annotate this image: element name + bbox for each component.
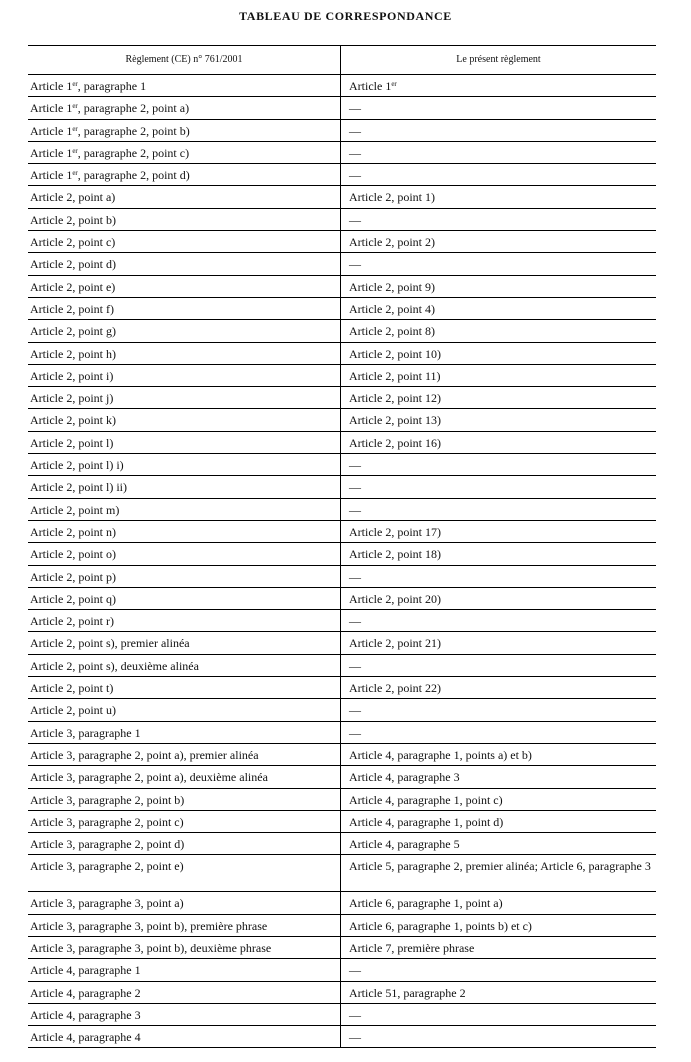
- table-row: [28, 520, 656, 542]
- cell-present-regulation: Article 2, point 16): [349, 435, 441, 450]
- cell-present-regulation: —: [349, 963, 361, 978]
- cell-present-regulation: —: [349, 145, 361, 160]
- cell-present-regulation: Article 4, paragraphe 1, point d): [349, 814, 504, 829]
- table-row: [28, 914, 656, 936]
- cell-present-regulation: Article 1er: [349, 79, 397, 93]
- table-row: [28, 810, 656, 832]
- table-row: [28, 832, 656, 854]
- cell-regulation-2001: Article 2, point b): [28, 209, 341, 230]
- column-header-regulation-2001: Règlement (CE) n° 761/2001: [28, 46, 341, 74]
- table-row: [28, 342, 656, 364]
- cell-present-regulation: Article 4, paragraphe 1, points a) et b): [349, 747, 532, 762]
- table-row: [28, 765, 656, 787]
- cell-present-regulation: Article 5, paragraphe 2, premier alinéa; Article 6, paragraphe 3: [349, 859, 651, 874]
- table-row: [28, 788, 656, 810]
- table-row: [28, 74, 656, 96]
- table-row: [28, 297, 656, 319]
- cell-regulation-2001: Article 2, point m): [28, 499, 341, 520]
- cell-present-regulation: —: [349, 480, 361, 495]
- cell-present-regulation: Article 4, paragraphe 1, point c): [349, 792, 503, 807]
- cell-regulation-2001: Article 4, paragraphe 4: [28, 1026, 341, 1047]
- cell-regulation-2001: Article 1er, paragraphe 2, point d): [28, 164, 341, 185]
- cell-present-regulation: Article 6, paragraphe 1, point a): [349, 896, 503, 911]
- table-row: [28, 891, 656, 913]
- table-row: [28, 230, 656, 252]
- cell-regulation-2001: Article 3, paragraphe 2, point b): [28, 789, 341, 810]
- table-row: [28, 936, 656, 958]
- cell-present-regulation: —: [349, 458, 361, 473]
- cell-regulation-2001: Article 2, point p): [28, 566, 341, 587]
- cell-regulation-2001: Article 2, point s), premier alinéa: [28, 632, 341, 653]
- page-title: TABLEAU DE CORRESPONDANCE: [239, 9, 452, 23]
- table-row: [28, 185, 656, 207]
- cell-present-regulation: Article 6, paragraphe 1, points b) et c): [349, 918, 532, 933]
- cell-present-regulation: Article 2, point 22): [349, 681, 441, 696]
- cell-regulation-2001: Article 2, point n): [28, 521, 341, 542]
- cell-regulation-2001: Article 4, paragraphe 2: [28, 982, 341, 1003]
- cell-regulation-2001: Article 3, paragraphe 2, point a), premier alinéa: [28, 744, 341, 765]
- table-row: [28, 698, 656, 720]
- cell-present-regulation: Article 4, paragraphe 5: [349, 837, 460, 852]
- cell-regulation-2001: Article 2, point l): [28, 432, 341, 453]
- cell-present-regulation: Article 2, point 11): [349, 368, 441, 383]
- table-row: [28, 252, 656, 274]
- correspondence-table: [28, 45, 656, 1048]
- cell-present-regulation: Article 2, point 1): [349, 190, 435, 205]
- cell-present-regulation: —: [349, 123, 361, 138]
- cell-regulation-2001: Article 2, point e): [28, 276, 341, 297]
- cell-present-regulation: —: [349, 658, 361, 673]
- table-row: [28, 654, 656, 676]
- cell-regulation-2001: Article 3, paragraphe 3, point b), première phrase: [28, 915, 341, 936]
- cell-regulation-2001: Article 2, point i): [28, 365, 341, 386]
- table-row: [28, 498, 656, 520]
- table-row: [28, 631, 656, 653]
- cell-regulation-2001: Article 2, point g): [28, 320, 341, 341]
- cell-present-regulation: Article 2, point 10): [349, 346, 441, 361]
- cell-present-regulation: —: [349, 212, 361, 227]
- cell-regulation-2001: Article 1er, paragraphe 2, point c): [28, 142, 341, 163]
- table-row: [28, 475, 656, 497]
- table-row: [28, 408, 656, 430]
- cell-regulation-2001: Article 2, point l) ii): [28, 476, 341, 497]
- table-row: [28, 565, 656, 587]
- table-row: [28, 587, 656, 609]
- table-row: [28, 743, 656, 765]
- cell-present-regulation: —: [349, 614, 361, 629]
- cell-regulation-2001: Article 3, paragraphe 3, point b), deuxième phrase: [28, 937, 341, 958]
- cell-regulation-2001: Article 1er, paragraphe 2, point a): [28, 97, 341, 118]
- cell-present-regulation: —: [349, 502, 361, 517]
- cell-present-regulation: —: [349, 257, 361, 272]
- cell-regulation-2001: Article 2, point k): [28, 409, 341, 430]
- cell-present-regulation: Article 7, première phrase: [349, 940, 475, 955]
- table-header-row: [28, 46, 656, 74]
- cell-present-regulation: —: [349, 725, 361, 740]
- cell-present-regulation: Article 2, point 9): [349, 279, 435, 294]
- table-body: [28, 74, 656, 1047]
- cell-regulation-2001: Article 3, paragraphe 1: [28, 722, 341, 743]
- cell-present-regulation: Article 2, point 18): [349, 547, 441, 562]
- table-row: [28, 319, 656, 341]
- table-row: [28, 141, 656, 163]
- cell-regulation-2001: Article 2, point r): [28, 610, 341, 631]
- cell-regulation-2001: Article 3, paragraphe 3, point a): [28, 892, 341, 913]
- table-row: [28, 386, 656, 408]
- cell-present-regulation: —: [349, 569, 361, 584]
- cell-regulation-2001: Article 2, point a): [28, 186, 341, 207]
- table-row: [28, 364, 656, 386]
- cell-present-regulation: —: [349, 703, 361, 718]
- table-row: [28, 119, 656, 141]
- cell-present-regulation: Article 2, point 2): [349, 235, 435, 250]
- table-row: [28, 609, 656, 631]
- cell-regulation-2001: Article 2, point t): [28, 677, 341, 698]
- table-row: [28, 1025, 656, 1047]
- cell-regulation-2001: Article 3, paragraphe 2, point a), deuxième alinéa: [28, 766, 341, 787]
- table-row: [28, 721, 656, 743]
- cell-present-regulation: Article 2, point 4): [349, 301, 435, 316]
- cell-regulation-2001: Article 2, point o): [28, 543, 341, 564]
- cell-present-regulation: —: [349, 1007, 361, 1022]
- table-row: [28, 275, 656, 297]
- cell-regulation-2001: Article 4, paragraphe 1: [28, 959, 341, 980]
- cell-present-regulation: Article 2, point 12): [349, 391, 441, 406]
- cell-present-regulation: Article 2, point 21): [349, 636, 441, 651]
- cell-regulation-2001: Article 1er, paragraphe 1: [28, 75, 341, 96]
- table-row: [28, 96, 656, 118]
- cell-regulation-2001: Article 2, point s), deuxième alinéa: [28, 655, 341, 676]
- column-header-present-regulation: Le présent règlement: [456, 54, 541, 65]
- cell-present-regulation: Article 2, point 8): [349, 324, 435, 339]
- cell-regulation-2001: Article 3, paragraphe 2, point e): [28, 855, 341, 891]
- cell-present-regulation: —: [349, 168, 361, 183]
- cell-regulation-2001: Article 2, point h): [28, 343, 341, 364]
- cell-present-regulation: Article 2, point 17): [349, 524, 441, 539]
- cell-regulation-2001: Article 2, point l) i): [28, 454, 341, 475]
- table-row: [28, 854, 656, 891]
- cell-regulation-2001: Article 1er, paragraphe 2, point b): [28, 120, 341, 141]
- cell-present-regulation: Article 51, paragraphe 2: [349, 985, 466, 1000]
- table-row: [28, 1003, 656, 1025]
- cell-regulation-2001: Article 2, point q): [28, 588, 341, 609]
- cell-regulation-2001: Article 3, paragraphe 2, point c): [28, 811, 341, 832]
- table-row: [28, 676, 656, 698]
- cell-regulation-2001: Article 2, point u): [28, 699, 341, 720]
- cell-present-regulation: —: [349, 101, 361, 116]
- cell-regulation-2001: Article 2, point c): [28, 231, 341, 252]
- table-row: [28, 431, 656, 453]
- cell-regulation-2001: Article 2, point j): [28, 387, 341, 408]
- cell-regulation-2001: Article 2, point d): [28, 253, 341, 274]
- cell-present-regulation: —: [349, 1030, 361, 1045]
- cell-present-regulation: Article 4, paragraphe 3: [349, 770, 460, 785]
- table-row: [28, 453, 656, 475]
- table-row: [28, 208, 656, 230]
- cell-present-regulation: Article 2, point 13): [349, 413, 441, 428]
- cell-present-regulation: Article 2, point 20): [349, 591, 441, 606]
- table-row: [28, 542, 656, 564]
- cell-regulation-2001: Article 4, paragraphe 3: [28, 1004, 341, 1025]
- table-row: [28, 163, 656, 185]
- cell-regulation-2001: Article 2, point f): [28, 298, 341, 319]
- cell-regulation-2001: Article 3, paragraphe 2, point d): [28, 833, 341, 854]
- table-row: [28, 958, 656, 980]
- table-row: [28, 981, 656, 1003]
